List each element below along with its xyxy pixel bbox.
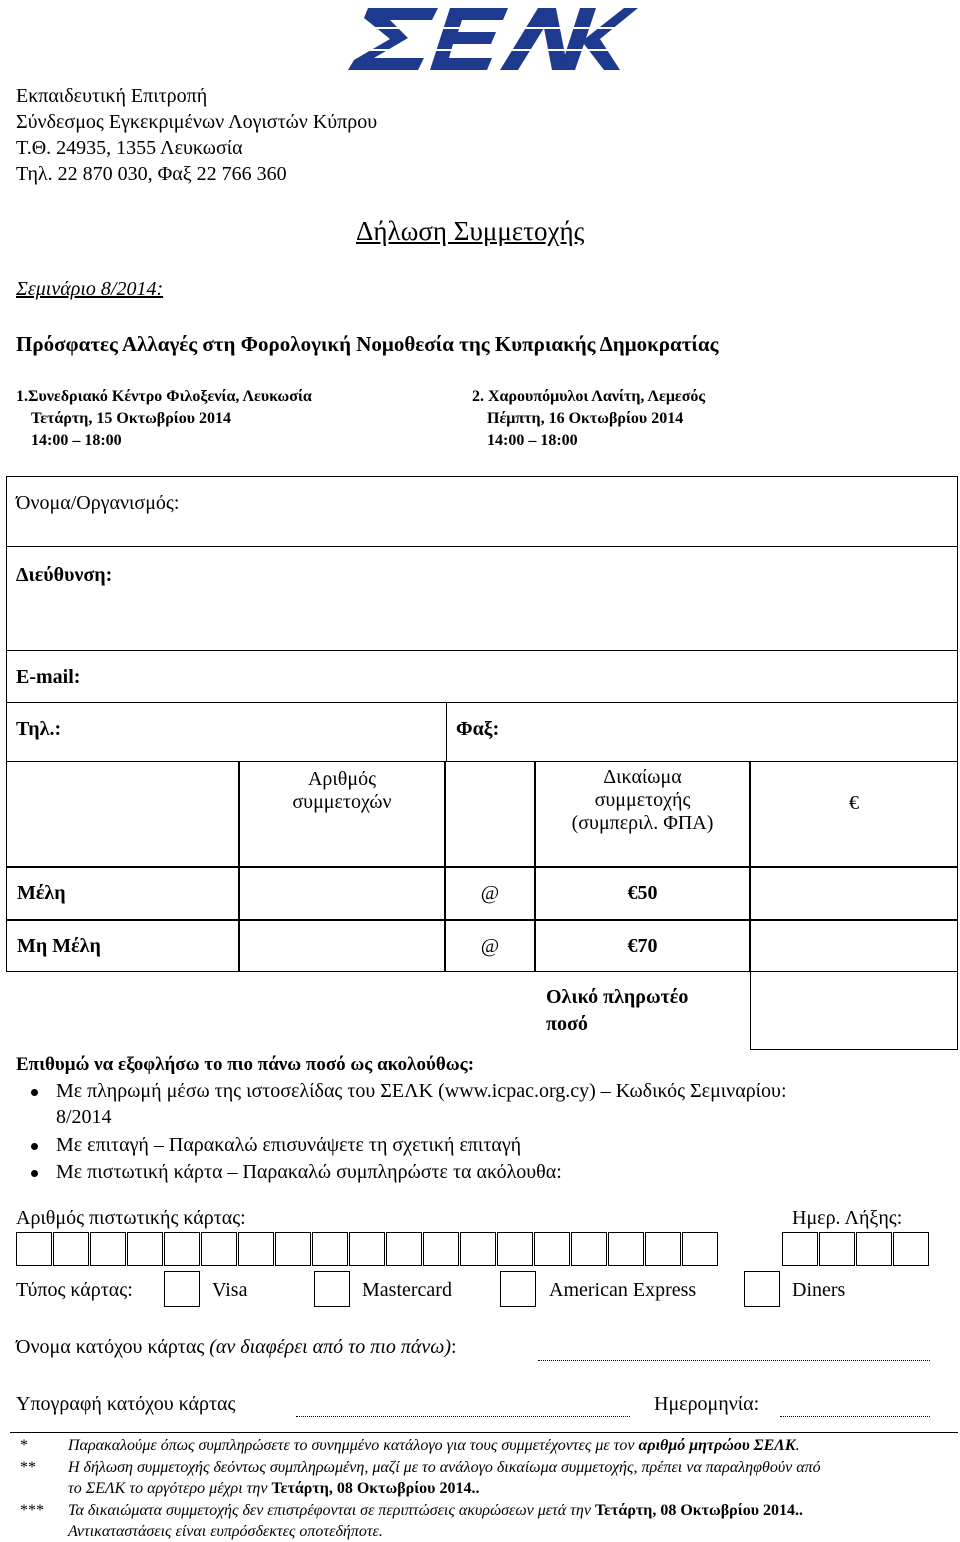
diners-checkbox[interactable] xyxy=(744,1271,780,1307)
footnote-divider xyxy=(10,1432,958,1433)
venue-1-name: 1.Συνεδριακό Κέντρο Φιλοξενία, Λευκωσία xyxy=(16,388,312,405)
fees-header-participants xyxy=(239,761,445,867)
org-line-4: Τηλ. 22 870 030, Φαξ 22 766 360 xyxy=(16,163,287,185)
header-participants-line-1: Αριθμός xyxy=(307,768,377,790)
amex-checkbox[interactable] xyxy=(500,1271,536,1307)
card-number-digit-box[interactable] xyxy=(571,1232,607,1266)
date-line[interactable] xyxy=(780,1416,930,1417)
card-holder-label-text: Όνομα κατόχου κάρτας xyxy=(16,1336,210,1358)
visa-checkbox[interactable] xyxy=(164,1271,200,1307)
visa-label: Visa xyxy=(212,1279,248,1301)
fees-row-members-count[interactable] xyxy=(239,867,445,920)
card-number-digit-box[interactable] xyxy=(682,1232,718,1266)
name-field[interactable] xyxy=(230,480,950,542)
venue-1-time: 14:00 – 18:00 xyxy=(31,432,122,449)
footnote-1 xyxy=(68,1437,800,1455)
expiry-digit-box[interactable] xyxy=(893,1232,929,1266)
divider xyxy=(446,702,447,762)
expiry-label: Ημερ. Λήξης: xyxy=(792,1207,903,1229)
signature-line[interactable] xyxy=(296,1416,630,1417)
footnote-2-text: το ΣΕΛΚ το αργότερο μέχρι την xyxy=(68,1480,272,1497)
footnote-1-bold: αριθμό μητρώου ΣΕΛΚ xyxy=(638,1437,796,1454)
address-field-label: Διεύθυνση: xyxy=(16,564,113,586)
card-number-digit-box[interactable] xyxy=(534,1232,570,1266)
venue-2-name: 2. Χαρουπόμυλοι Λανίτη, Λεμεσός xyxy=(472,388,706,405)
card-holder-label xyxy=(16,1336,457,1359)
card-holder-note: (αν διαφέρει από το πιο πάνω) xyxy=(209,1336,452,1358)
expiry-digit-box[interactable] xyxy=(856,1232,892,1266)
divider xyxy=(6,546,958,547)
fees-row-members-amount[interactable] xyxy=(750,867,958,920)
selk-logo xyxy=(346,6,638,72)
card-number-digit-box[interactable] xyxy=(53,1232,89,1266)
card-number-digit-box[interactable] xyxy=(423,1232,459,1266)
fax-field-label: Φαξ: xyxy=(456,718,500,740)
fees-header-fee xyxy=(535,761,750,867)
venue-2-date: Πέμπτη, 16 Οκτωβρίου 2014 xyxy=(487,410,684,427)
card-number-digit-box[interactable] xyxy=(608,1232,644,1266)
diners-label: Diners xyxy=(792,1279,846,1301)
phone-field-label: Τηλ.: xyxy=(16,718,62,740)
footnote-1-end: . xyxy=(795,1437,800,1454)
seminar-label: Σεμινάριο 8/2014: xyxy=(16,278,164,300)
signature-label: Υπογραφή κατόχου κάρτας xyxy=(16,1393,236,1415)
fax-field[interactable] xyxy=(520,706,950,758)
currency-symbol: € xyxy=(849,792,859,814)
fees-header-blank xyxy=(6,761,239,867)
email-field-label: E-mail: xyxy=(16,666,81,688)
card-number-digit-box[interactable] xyxy=(645,1232,681,1266)
date-label: Ημερομηνία: xyxy=(654,1393,760,1415)
footnote-3-text: Τα δικαιώματα συμμετοχής δεν επιστρέφονται σε περιπτώσεις ακυρώσεων μετά την xyxy=(68,1502,595,1519)
fees-row-nonmembers-count[interactable] xyxy=(239,920,445,972)
card-number-digit-box[interactable] xyxy=(201,1232,237,1266)
card-number-label: Αριθμός πιστωτικής κάρτας: xyxy=(16,1207,246,1229)
bullet-icon xyxy=(31,1089,38,1096)
card-number-digit-box[interactable] xyxy=(90,1232,126,1266)
form-title: Δήλωση Συμμετοχής xyxy=(356,216,585,246)
fees-header-at xyxy=(445,761,535,867)
footnote-3-line-1 xyxy=(68,1502,803,1520)
bullet-icon xyxy=(31,1143,38,1150)
total-label-line-1: Ολικό πληρωτέο xyxy=(546,986,689,1008)
header-participants-line-2: συμμετοχών xyxy=(292,791,392,813)
card-number-digit-box[interactable] xyxy=(312,1232,348,1266)
bullet-icon xyxy=(31,1170,38,1177)
total-amount-field[interactable] xyxy=(750,971,958,1050)
footnote-mark-1: * xyxy=(20,1437,28,1454)
amex-label: American Express xyxy=(549,1279,697,1301)
payment-option-web: Με πληρωμή μέσω της ιστοσελίδας του ΣΕΛΚ (www.icpac.org.cy) – Κωδικός Σεμιναρίου: xyxy=(56,1080,787,1102)
payment-option-card: Με πιστωτική κάρτα – Παρακαλώ συμπληρώστε τα ακόλουθα: xyxy=(56,1161,562,1183)
footnote-3-end: . xyxy=(799,1502,803,1519)
footnote-2-line-2 xyxy=(68,1480,479,1498)
total-label-line-2: ποσό xyxy=(546,1013,588,1035)
fees-row-nonmembers-price: €70 xyxy=(535,920,750,972)
payment-option-cheque: Με επιταγή – Παρακαλώ επισυνάψετε τη σχετική επιταγή xyxy=(56,1134,522,1156)
card-number-digit-box[interactable] xyxy=(275,1232,311,1266)
mastercard-checkbox[interactable] xyxy=(314,1271,350,1307)
card-number-digit-box[interactable] xyxy=(386,1232,422,1266)
expiry-digit-box[interactable] xyxy=(819,1232,855,1266)
footnote-2-bold: Τετάρτη, 08 Οκτωβρίου 2014. xyxy=(271,1480,476,1497)
fees-row-members-at: @ xyxy=(445,867,535,920)
card-number-digit-box[interactable] xyxy=(127,1232,163,1266)
divider xyxy=(6,702,958,703)
header-fee-line-3: (συμπεριλ. ΦΠΑ) xyxy=(571,812,714,834)
email-field[interactable] xyxy=(100,654,950,698)
card-number-digit-box[interactable] xyxy=(460,1232,496,1266)
address-field[interactable] xyxy=(140,550,950,646)
card-number-digit-box[interactable] xyxy=(238,1232,274,1266)
fees-header-currency xyxy=(750,761,958,867)
mastercard-label: Mastercard xyxy=(362,1279,452,1301)
fees-row-members-price: €50 xyxy=(535,867,750,920)
card-number-digit-box[interactable] xyxy=(349,1232,385,1266)
venue-2-time: 14:00 – 18:00 xyxy=(487,432,578,449)
fees-row-nonmembers-at: @ xyxy=(445,920,535,972)
name-field-label: Όνομα/Οργανισμός: xyxy=(16,492,180,514)
footnote-mark-2: ** xyxy=(20,1459,36,1476)
card-holder-line[interactable] xyxy=(538,1360,930,1361)
card-holder-colon: : xyxy=(451,1336,457,1358)
venue-1-date: Τετάρτη, 15 Οκτωβρίου 2014 xyxy=(31,410,232,427)
header-fee-line-2: συμμετοχής xyxy=(594,789,691,811)
header-fee-line-1: Δικαίωμα xyxy=(603,766,682,788)
footnote-3-line-2: Αντικαταστάσεις είναι ευπρόσδεκτες οποτεδήποτε. xyxy=(68,1523,383,1540)
card-number-digit-box[interactable] xyxy=(164,1232,200,1266)
footnote-2-end: . xyxy=(475,1480,480,1497)
payment-option-web-code: 8/2014 xyxy=(56,1106,112,1128)
card-number-digit-box[interactable] xyxy=(16,1232,52,1266)
footnote-2-line-1: Η δήλωση συμμετοχής δεόντως συμπληρωμένη, μαζί με το ανάλογο δικαίωμα συμμετοχής, πρέπει να παραληφθούν από xyxy=(68,1459,821,1476)
phone-field[interactable] xyxy=(90,706,440,758)
org-line-2: Σύνδεσμος Εγκεκριμένων Λογιστών Κύπρου xyxy=(16,111,378,133)
fees-row-members-label: Μέλη xyxy=(6,867,239,920)
footnote-3-bold: Τετάρτη, 08 Οκτωβρίου 2014. xyxy=(594,1502,799,1519)
footnote-mark-3: *** xyxy=(20,1502,44,1519)
card-type-label: Τύπος κάρτας: xyxy=(16,1279,133,1301)
org-line-1: Εκπαιδευτική Επιτροπή xyxy=(16,85,208,107)
divider xyxy=(6,650,958,651)
org-line-3: Τ.Θ. 24935, 1355 Λευκωσία xyxy=(16,137,243,159)
card-number-digit-box[interactable] xyxy=(497,1232,533,1266)
seminar-title: Πρόσφατες Αλλαγές στη Φορολογική Νομοθεσία της Κυπριακής Δημοκρατίας xyxy=(16,332,719,356)
fees-row-nonmembers-label: Μη Μέλη xyxy=(6,920,239,972)
fees-row-nonmembers-amount[interactable] xyxy=(750,920,958,972)
footnote-1-text: Παρακαλούμε όπως συμπληρώσετε το συνημμένο κατάλογο για τους συμμετέχοντες με τον xyxy=(68,1437,639,1454)
payment-intro: Επιθυμώ να εξοφλήσω το πιο πάνω ποσό ως ακολούθως: xyxy=(16,1054,475,1075)
expiry-digit-box[interactable] xyxy=(782,1232,818,1266)
